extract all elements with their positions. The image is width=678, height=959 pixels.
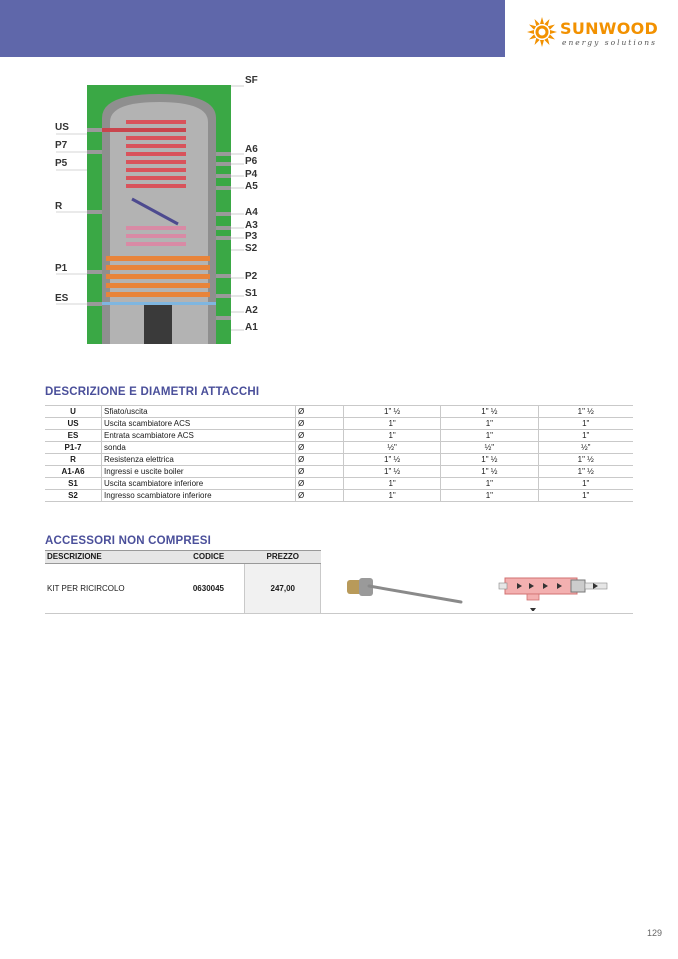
table-row: [45, 466, 633, 478]
header-code: CODICE: [172, 551, 245, 564]
row-symbol: Ø: [296, 478, 344, 490]
page-number: 129: [646, 928, 662, 938]
header-description: DESCRIZIONE: [45, 551, 172, 564]
table-row: [45, 454, 633, 466]
connections-title: DESCRIZIONE E DIAMETRI ATTACCHI: [45, 386, 260, 398]
row-value: 1" ½: [441, 406, 538, 418]
row-value: 1" ½: [538, 406, 633, 418]
row-desc: Ingresso scambiatore inferiore: [102, 490, 296, 502]
header-banner: [0, 0, 505, 57]
label-p6: P6: [245, 156, 258, 167]
row-value: 1" ½: [538, 466, 633, 478]
item-description: KIT PER RICIRCOLO: [45, 564, 172, 614]
label-a4: A4: [245, 207, 258, 218]
header-image: [321, 551, 634, 564]
row-value: ½": [344, 442, 441, 454]
recirculation-kit-image: [321, 564, 633, 611]
label-a6: A6: [245, 144, 258, 155]
row-value: 1" ½: [441, 466, 538, 478]
row-value: ½": [441, 442, 538, 454]
label-s1: S1: [245, 288, 258, 299]
row-value: 1" ½: [538, 454, 633, 466]
row-value: 1" ½: [344, 454, 441, 466]
label-p3: P3: [245, 231, 258, 242]
label-us: US: [55, 122, 69, 133]
label-r: R: [55, 201, 63, 212]
table-row: [45, 406, 633, 418]
row-value: 1": [344, 478, 441, 490]
row-symbol: Ø: [296, 490, 344, 502]
accessories-table: [45, 550, 633, 614]
row-value: ½": [538, 442, 633, 454]
boiler-diagram: [44, 74, 268, 344]
label-p1: P1: [55, 263, 68, 274]
row-value: 1": [538, 430, 633, 442]
item-price: 247,00: [245, 564, 321, 614]
row-symbol: Ø: [296, 406, 344, 418]
row-code: S1: [45, 478, 102, 490]
row-desc: Resistenza elettrica: [102, 454, 296, 466]
table-row: [45, 430, 633, 442]
row-value: 1" ½: [441, 454, 538, 466]
label-a3: A3: [245, 220, 258, 231]
label-sf: SF: [245, 75, 258, 86]
row-value: 1" ½: [344, 466, 441, 478]
item-code: 0630045: [172, 564, 245, 614]
row-value: 1" ½: [344, 406, 441, 418]
row-code: A1-A6: [45, 466, 102, 478]
row-value: 1": [441, 490, 538, 502]
row-value: 1": [441, 418, 538, 430]
row-value: 1": [344, 490, 441, 502]
row-code: ES: [45, 430, 102, 442]
row-symbol: Ø: [296, 430, 344, 442]
table-row: [45, 478, 633, 490]
sunwood-logo: [526, 16, 666, 50]
row-code: S2: [45, 490, 102, 502]
label-p7: P7: [55, 140, 68, 151]
label-s2: S2: [245, 243, 258, 254]
sun-icon: [526, 16, 558, 48]
row-desc: Ingressi e uscite boiler: [102, 466, 296, 478]
row-desc: Uscita scambiatore ACS: [102, 418, 296, 430]
connections-table: [45, 405, 633, 502]
table-row: [45, 490, 633, 502]
accessories-title: ACCESSORI NON COMPRESI: [45, 535, 212, 547]
table-header-row: [45, 551, 633, 564]
label-p2: P2: [245, 271, 258, 282]
label-a2: A2: [245, 305, 258, 316]
row-symbol: Ø: [296, 442, 344, 454]
table-row: [45, 442, 633, 454]
label-es: ES: [55, 293, 69, 304]
row-code: US: [45, 418, 102, 430]
row-value: 1": [538, 490, 633, 502]
row-symbol: Ø: [296, 466, 344, 478]
row-code: U: [45, 406, 102, 418]
table-row: [45, 418, 633, 430]
label-a5: A5: [245, 181, 258, 192]
brand-tagline: energy solutions: [562, 38, 657, 47]
table-row: [45, 564, 633, 614]
row-code: R: [45, 454, 102, 466]
label-p5: P5: [55, 158, 68, 169]
item-images: [321, 564, 634, 614]
brand-name: SUNWOOD: [560, 19, 659, 38]
row-desc: Entrata scambiatore ACS: [102, 430, 296, 442]
row-symbol: Ø: [296, 418, 344, 430]
row-value: 1": [344, 430, 441, 442]
row-value: 1": [538, 418, 633, 430]
header-price: PREZZO: [245, 551, 321, 564]
boiler-illustration: [44, 74, 268, 344]
row-desc: Uscita scambiatore inferiore: [102, 478, 296, 490]
label-p4: P4: [245, 169, 258, 180]
row-value: 1": [441, 430, 538, 442]
row-value: 1": [441, 478, 538, 490]
row-desc: sonda: [102, 442, 296, 454]
row-desc: Sfiato/uscita: [102, 406, 296, 418]
row-value: 1": [344, 418, 441, 430]
label-a1: A1: [245, 322, 258, 333]
row-code: P1-7: [45, 442, 102, 454]
row-symbol: Ø: [296, 454, 344, 466]
row-value: 1": [538, 478, 633, 490]
